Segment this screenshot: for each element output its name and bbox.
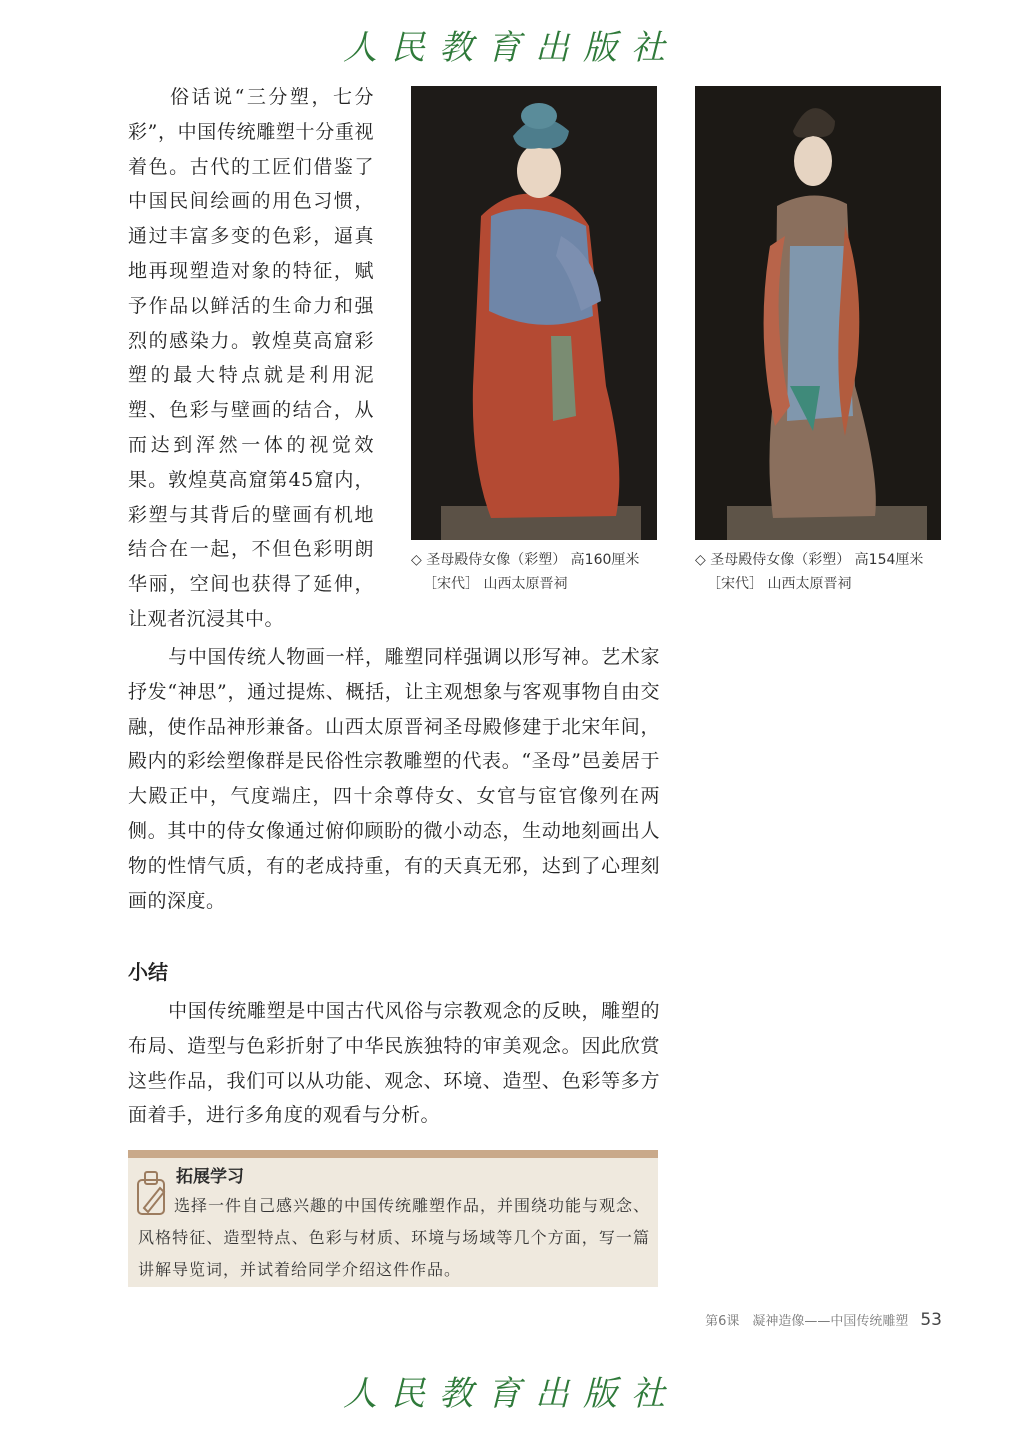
paragraph-2-text: 与中国传统人物画一样，雕塑同样强调以形写神。艺术家抒发“神思”，通过提炼、概括，让主观想象与客观事物自由交融，使作品神形兼备。山西太原晋祠圣母殿修建于北宋年间，殿内的彩绘塑像群是民俗性宗教雕塑的代表。“圣母”邑姜居于大殿正中，气度端庄，四十余尊侍女、女官与宦官像列在两侧。其中的侍女像通过俯仰顾盼的微小动态，生动地刻画出人物的性情气质，有的老成持重，有的天真无邪，达到了心理刻画的深度。 bbox=[128, 646, 660, 912]
page-number: 53 bbox=[920, 1310, 942, 1330]
figure-1-caption-title: ◇ 圣母殿侍女像（彩塑） 高160厘米 bbox=[411, 552, 640, 568]
summary-heading: 小结 bbox=[128, 960, 168, 984]
summary-paragraph bbox=[128, 994, 660, 1133]
figure-2-caption-origin: ［宋代］ 山西太原晋祠 bbox=[707, 576, 852, 592]
figure-1-caption-origin: ［宋代］ 山西太原晋祠 bbox=[423, 576, 568, 592]
publisher-watermark-top: 人民教育出版社 bbox=[343, 28, 679, 68]
body-paragraph-1 bbox=[128, 80, 374, 637]
body-paragraph-2 bbox=[128, 640, 660, 918]
extended-learning-title: 拓展学习 bbox=[176, 1167, 244, 1187]
publisher-watermark-bottom: 人民教育出版社 bbox=[343, 1374, 679, 1414]
figure-1-caption bbox=[411, 548, 671, 596]
extended-learning-box bbox=[128, 1150, 658, 1287]
figure-2-caption-title: ◇ 圣母殿侍女像（彩塑） 高154厘米 bbox=[695, 552, 924, 568]
figure-2-statue-photo bbox=[695, 86, 941, 540]
extended-learning-text-block bbox=[138, 1190, 650, 1286]
paragraph-1-text: 俗话说“三分塑，七分彩”，中国传统雕塑十分重视着色。古代的工匠们借鉴了中国民间绘画的用色习惯，通过丰富多变的色彩，逼真地再现塑造对象的特征，赋予作品以鲜活的生命力和强烈的感染力。敦煌莫高窟彩塑的最大特点就是利用泥塑、色彩与壁画的结合，从而达到浑然一体的视觉效果。敦煌莫高窟第45窟内，彩塑与其背后的壁画有机地结合在一起，不但色彩明朗华丽，空间也获得了延伸，让观者沉浸其中。 bbox=[128, 86, 374, 630]
figure-1-statue-photo bbox=[411, 86, 657, 540]
page-footer bbox=[640, 1310, 942, 1330]
lesson-title: 第6课 凝神造像——中国传统雕塑 bbox=[705, 1314, 909, 1329]
summary-text: 中国传统雕塑是中国古代风俗与宗教观念的反映，雕塑的布局、造型与色彩折射了中华民族独特的审美观念。因此欣赏这些作品，我们可以从功能、观念、环境、造型、色彩等多方面着手，进行多角度的观看与分析。 bbox=[128, 1000, 660, 1127]
figure-2-caption bbox=[695, 548, 955, 596]
extended-learning-text: 选择一件自己感兴趣的中国传统雕塑作品，并围绕功能与观念、风格特征、造型特点、色彩与材质、环境与场域等几个方面，写一篇讲解导览词，并试着给同学介绍这件作品。 bbox=[138, 1196, 651, 1279]
